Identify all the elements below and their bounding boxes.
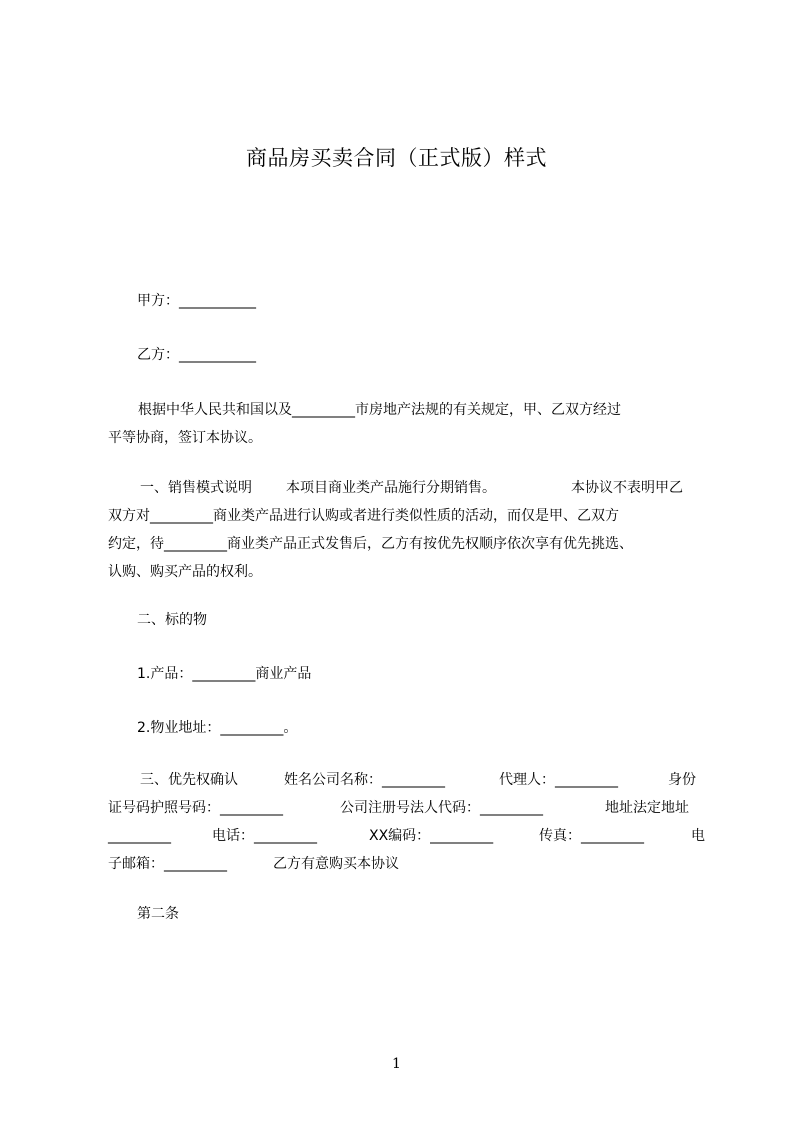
party-a-line: 甲方：___________ xyxy=(137,293,256,309)
section1-row-3: 约定，待_________商业类产品正式发售后，乙方有按优先权顺序依次享有优先挑选、 xyxy=(108,536,633,552)
party-b-line: 乙方：___________ xyxy=(137,347,256,363)
section3-id-field: 证号码护照号码：_________ xyxy=(108,800,283,816)
section3-email-label-start: 电 xyxy=(691,828,705,844)
section3-address-label: 地址法定地址 xyxy=(605,800,689,816)
intro-paragraph xyxy=(108,396,698,452)
section3-row-2 xyxy=(108,794,698,822)
section3-phone-field: 电话：_________ xyxy=(212,828,317,844)
section3-address-field: _________ xyxy=(108,828,171,844)
section3-fax-field: 传真：_________ xyxy=(539,828,644,844)
page-title: 商品房买卖合同（正式版）样式 xyxy=(246,146,547,170)
section3-row-1 xyxy=(108,766,698,794)
intro-line-1: 根据中华人民共和国以及_________市房地产法规的有关规定，甲、乙双方经过 xyxy=(138,402,621,418)
section1-row-4: 认购、购买产品的权利。 xyxy=(108,564,262,580)
section1-text-a: 本项目商业类产品施行分期销售。 xyxy=(286,480,496,496)
intro-line-2: 平等协商，签订本协议。 xyxy=(108,430,262,446)
section1-row-2: 双方对_________商业类产品进行认购或者进行类似性质的活动，而仅是甲、乙双方 xyxy=(108,508,619,524)
section3-row-3 xyxy=(108,822,705,850)
section3-email-field: 子邮箱：_________ xyxy=(108,856,227,872)
section3-id-label: 身份 xyxy=(668,772,696,788)
section2-heading: 二、标的物 xyxy=(137,612,207,628)
section-sales-mode xyxy=(108,474,703,586)
article-2-heading: 第二条 xyxy=(137,906,179,922)
section3-row-4 xyxy=(108,850,698,878)
section3-agent-field: 代理人：_________ xyxy=(499,772,618,788)
section-priority xyxy=(108,766,705,878)
section1-row-1 xyxy=(108,474,703,502)
section1-text-b: 本协议不表明甲乙 xyxy=(571,480,683,496)
section1-heading: 一、销售模式说明 xyxy=(140,480,252,496)
section2-item-2: 2.物业地址：_________。 xyxy=(137,720,298,736)
section3-heading: 三、优先权确认 xyxy=(140,772,238,788)
page-number: 1 xyxy=(392,1056,401,1072)
section2-item-1: 1.产品：_________商业产品 xyxy=(137,666,312,682)
section3-name-field: 姓名公司名称：_________ xyxy=(284,772,445,788)
section3-postcode-field: XX编码：_________ xyxy=(369,828,494,844)
section3-intent-text: 乙方有意购买本协议 xyxy=(273,856,399,872)
section3-registration-field: 公司注册号法人代码：_________ xyxy=(340,800,543,816)
